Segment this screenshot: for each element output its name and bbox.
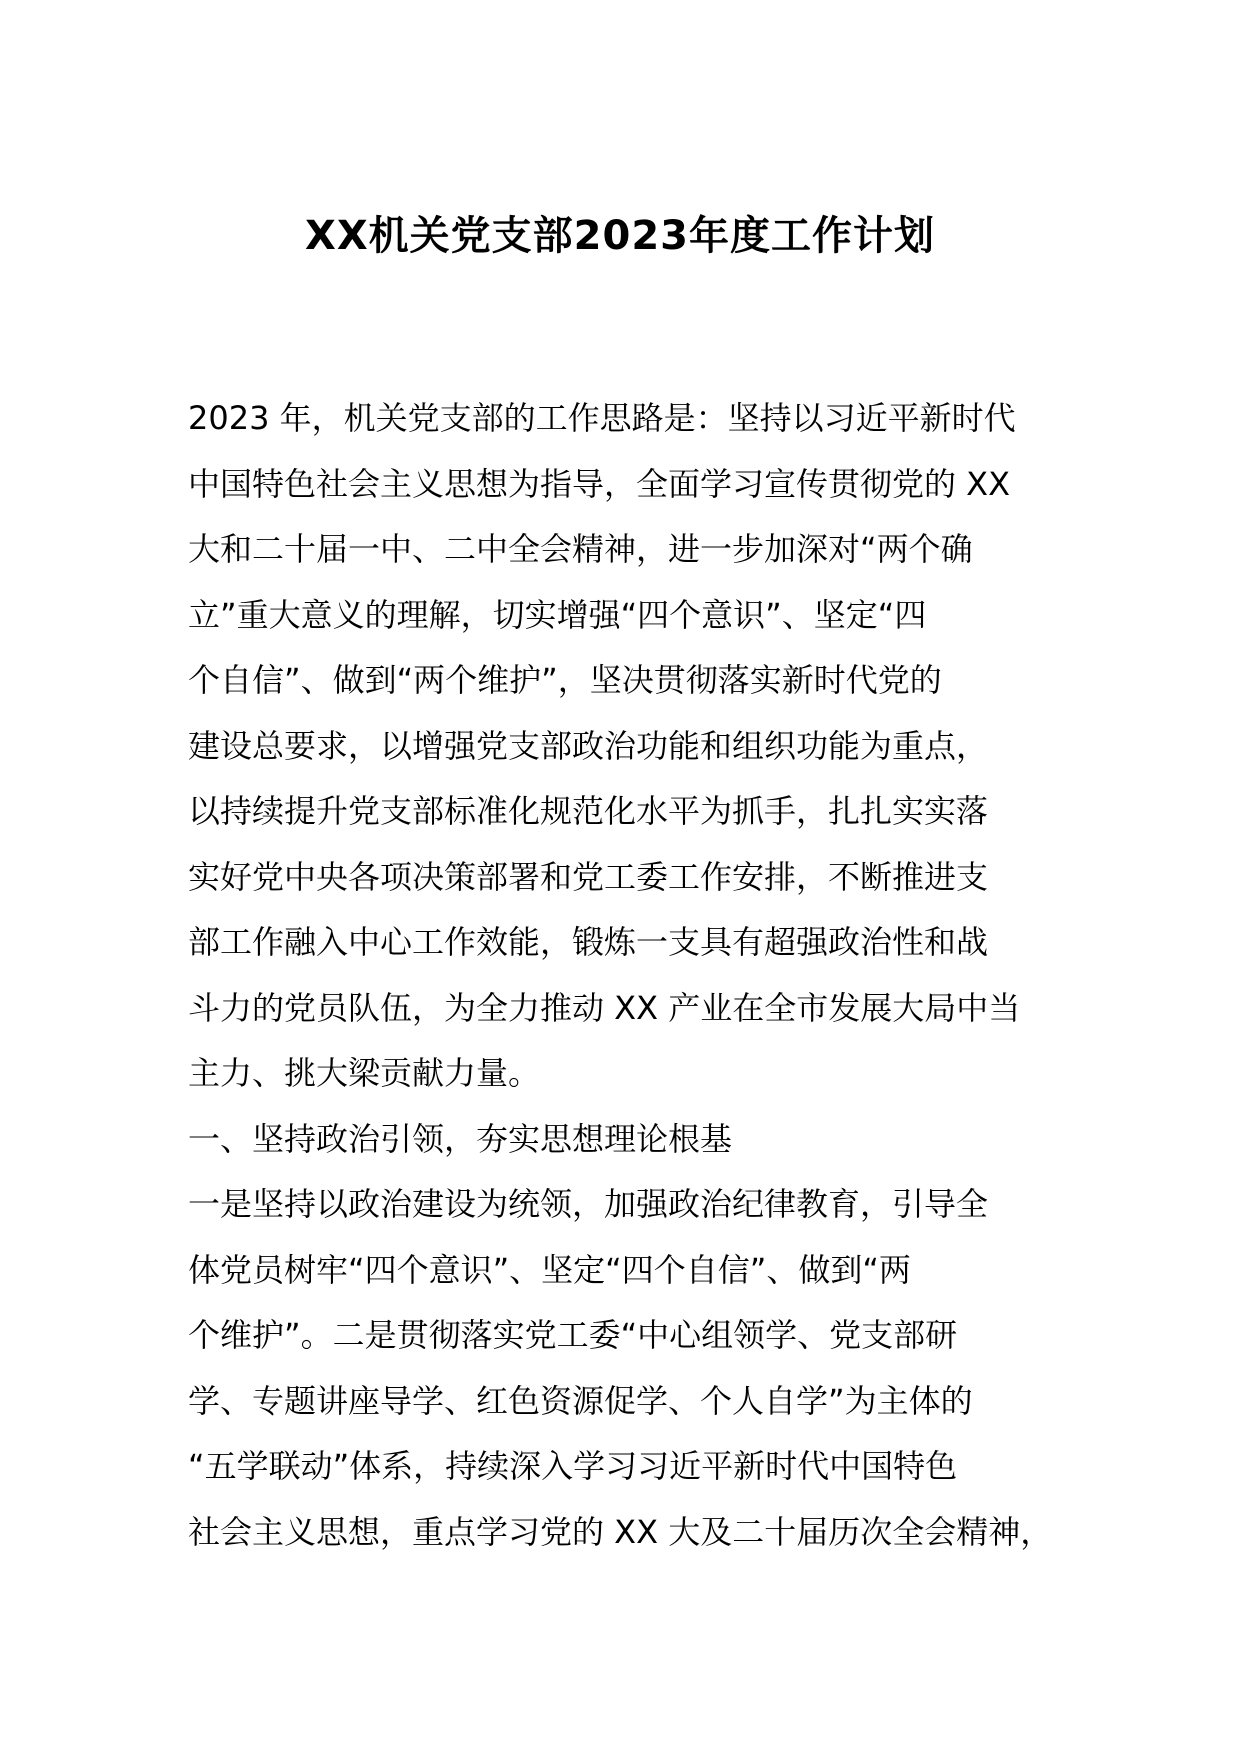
body-line: 社会主义思想，重点学习党的 XX 大及二十届历次全会精神， xyxy=(188,1512,1053,1551)
document-title: XX机关党支部2023年度工作计划 xyxy=(304,213,935,259)
body-line: 部工作融入中心工作效能，锻炼一支具有超强政治性和战 xyxy=(188,923,989,961)
body-line: 斗力的党员队伍，为全力推动 XX 产业在全市发展大局中当 xyxy=(188,988,1021,1027)
body-line: 实好党中央各项决策部署和党工委工作安排，不断推进支 xyxy=(188,857,989,896)
body-line: 个维护”。二是贯彻落实党工委“中心组领学、党支部研 xyxy=(188,1316,958,1354)
body-line: 以持续提升党支部标准化规范化水平为抓手，扎扎实实落 xyxy=(188,792,989,830)
body-line: 大和二十届一中、二中全会精神，进一步加深对“两个确 xyxy=(188,530,973,568)
body-line: 中国特色社会主义思想为指导，全面学习宣传贯彻党的 XX xyxy=(188,464,1011,503)
body-line: 主力、挑大梁贡献力量。 xyxy=(188,1054,541,1092)
body-line: 2023 年，机关党支部的工作思路是：坚持以习近平新时代 xyxy=(188,399,1016,437)
body-line: 一是坚持以政治建设为统领，加强政治纪律教育，引导全 xyxy=(188,1185,989,1223)
section-heading: 一、坚持政治引领，夯实思想理论根基 xyxy=(188,1119,733,1158)
body-line: “五学联动”体系，持续深入学习习近平新时代中国特色 xyxy=(188,1447,958,1485)
body-line: 学、专题讲座导学、红色资源促学、个人自学”为主体的 xyxy=(188,1381,973,1420)
body-line: 立”重大意义的理解，切实增强“四个意识”、坚定“四 xyxy=(188,595,927,634)
document-body xyxy=(188,386,1068,1565)
body-line: 个自信”、做到“两个维护”，坚决贯彻落实新时代党的 xyxy=(188,661,942,699)
body-line: 建设总要求，以增强党支部政治功能和组织功能为重点， xyxy=(188,726,989,765)
body-line: 体党员树牢“四个意识”、坚定“四个自信”、做到“两 xyxy=(188,1250,911,1289)
